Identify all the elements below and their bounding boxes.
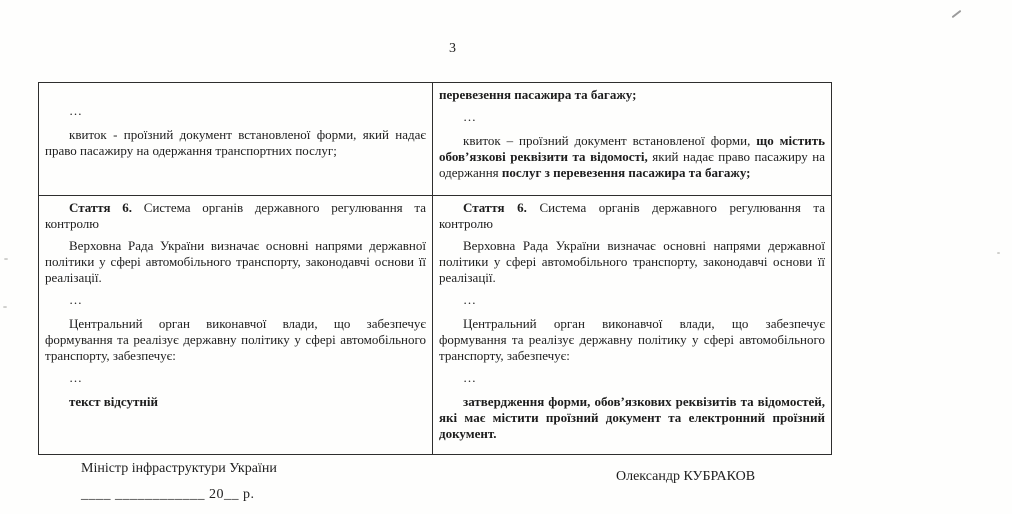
article6-heading [439, 200, 825, 232]
cell-current-version-article6 [39, 196, 432, 454]
minister-title: Міністр інфраструктури України [81, 461, 277, 476]
table-row-article6 [39, 195, 831, 454]
run-bold: послуг з перевезення пасажира та багажу; [501, 165, 751, 180]
scan-noise-speck [997, 252, 1000, 254]
central-body-paragraph: Центральний орган виконавчої влади, що забезпечує формування та реалізує державну політику у сфері автомобільного транспорту, забезпечує: [439, 316, 825, 363]
run-regular: квиток – проїзний документ встановленої форми, [463, 133, 757, 148]
page-number: 3 [449, 41, 456, 56]
ellipsis-line: … [463, 370, 476, 385]
ellipsis-line: … [463, 292, 476, 307]
article-title: Система органів державного регулювання та контролю [45, 200, 426, 231]
ticket-definition-proposed [439, 133, 825, 181]
ellipsis-line: … [69, 370, 82, 385]
article-title: Система органів державного регулювання та контролю [439, 200, 826, 231]
cell-proposed-version-article6 [432, 196, 831, 454]
comparison-table [38, 82, 832, 455]
signature-date-line: ____ ____________ 20__ р. [81, 487, 255, 502]
central-body-paragraph: Центральний орган виконавчої влади, що забезпечує формування та реалізує державну політику у сфері автомобільного транспорту, забезпечує: [45, 316, 426, 363]
ellipsis-line: … [463, 109, 476, 124]
scan-artifact-mark [952, 10, 962, 18]
ticket-definition-current: квиток - проїзний документ встановленої форми, який надає право пасажиру на одержання транспортних послуг; [45, 127, 426, 158]
verkhovna-rada-paragraph: Верховна Рада України визначає основні напрями державної політики у сфері автомобільного транспорту, законодавчі основи її реалізації. [45, 238, 426, 285]
run-bold: що містить обов’язкові реквізити та відомості, [439, 133, 825, 164]
carryover-line: перевезення пасажира та багажу; [439, 87, 637, 102]
scan-noise-speck [4, 258, 8, 260]
verkhovna-rada-paragraph: Верховна Рада України визначає основні напрями державної політики у сфері автомобільного транспорту, законодавчі основи її реалізації. [439, 238, 825, 285]
article6-heading [45, 200, 426, 232]
cell-proposed-version-definitions [432, 83, 831, 195]
approval-requirements-paragraph: затвердження форми, обов’язкових реквізитів та відомостей, які має містити проїзний документ та електронний проїзний документ. [439, 394, 825, 441]
signer-name: Олександр КУБРАКОВ [616, 469, 756, 484]
ellipsis-line: … [69, 103, 82, 118]
text-absent-note: текст відсутній [69, 394, 159, 409]
run-regular: який надає право пасажиру на одержання [439, 149, 825, 180]
ellipsis-line: … [69, 292, 82, 307]
article-number: Стаття 6. [463, 200, 527, 215]
cell-current-version-definitions [39, 83, 432, 195]
table-row-definitions [39, 83, 831, 195]
scan-noise-speck [3, 306, 7, 308]
article-number: Стаття 6. [69, 200, 133, 215]
